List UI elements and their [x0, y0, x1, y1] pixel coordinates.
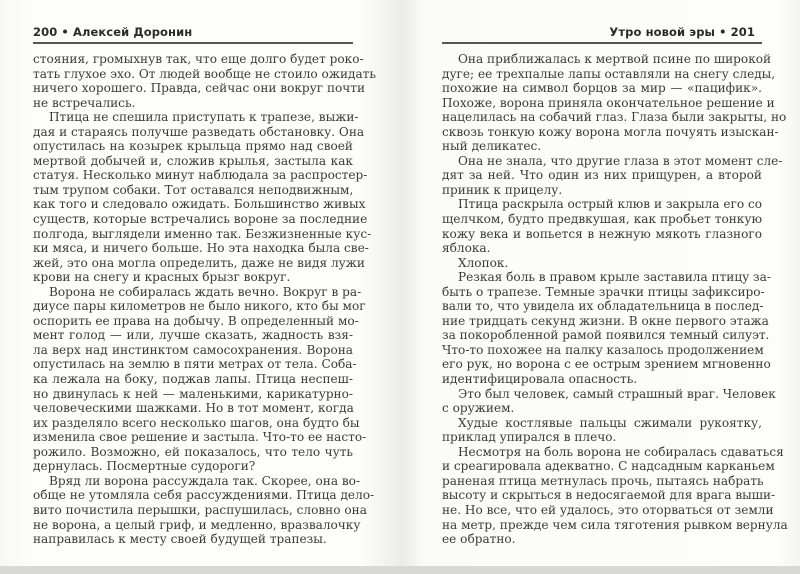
text-line: жей, это она могла определить, даже не видя лужи — [33, 255, 365, 270]
text-line: ка лежала на боку, поджав лапы. Птица неспеш- — [33, 372, 353, 387]
text-line: Худые костлявые пальцы сжимали рукоятку, — [458, 415, 762, 430]
text-line: похожие на символ борцов за мир — «пацифик». — [442, 81, 762, 96]
text-line: приклад упирался в плечо. — [442, 430, 617, 445]
text-line: ние тридцать секунд жизни. В окне первого этажа — [442, 313, 769, 328]
text-line: их разделяло всего несколько шагов, она будто бы — [33, 415, 360, 430]
text-line: за покоробленной рамой появился темный силуэт. — [442, 328, 770, 343]
text-line: рожило. Возможно, ей показалось, что тело чуть — [33, 444, 353, 459]
text-line: Похоже, ворона приняла окончательное решение и — [442, 95, 775, 110]
text-line: высоту и скрыться в недосягаемой для врага выши- — [442, 488, 776, 503]
text-line: быть о трапезе. Темные зрачки птицы зафиксиро- — [442, 284, 765, 299]
text-line: Вряд ли ворона рассуждала так. Скорее, она во- — [49, 473, 361, 488]
page-bottom-edge — [0, 566, 800, 574]
text-line: стояния, громыхнув так, что еще долго будет роко- — [33, 52, 364, 66]
text-line: раненая птица метнулась прочь, пытаясь набрать — [442, 473, 764, 488]
text-line: ничего хорошего. Правда, сейчас они вокруг почти — [33, 81, 366, 96]
text-line: не ворона, а целый гриф, и медленно, вразвалочку — [33, 517, 361, 532]
text-line: ный деликатес. — [442, 139, 542, 154]
text-line: тым трупом собаки. Тот оставался неподвижным, — [33, 182, 354, 197]
text-line: обще не утомляла себя рассуждениями. Птица дело- — [33, 488, 375, 503]
text-line: крови на снегу и красных брызг вокруг. — [33, 270, 291, 285]
left-header-rule — [33, 42, 353, 44]
text-line: Резкая боль в правом крыле заставила птицу за- — [458, 270, 771, 285]
text-line: Она не знала, что другие глаза в этот момент сле- — [458, 153, 783, 168]
text-line: тать глухое эхо. От людей вообще не стоило ожидать — [33, 66, 376, 81]
text-line: приник к прицелу. — [442, 182, 563, 197]
text-line: щелчком, будто предвкушая, как пробьет тонкую — [442, 212, 762, 227]
text-line: на метр, прежде чем сила тяготения рывком вернула — [442, 517, 788, 532]
right-page — [400, 0, 800, 566]
text-line: Хлопок. — [458, 255, 509, 270]
text-line: сквозь тонкую кожу ворона могла почуять изыскан- — [442, 124, 779, 139]
text-line: ее обратно. — [442, 532, 516, 547]
text-line: с оружием. — [442, 401, 515, 416]
right-header-rule — [442, 42, 762, 44]
text-line: не встречались. — [33, 95, 136, 110]
text-line: но двинулась к ней — маленькими, карикатурно- — [33, 386, 353, 401]
text-line: дуге; ее трехпалые лапы оставляли на снегу следы, — [442, 66, 776, 81]
text-line: оспорить ее права на добычу. В определенный мо- — [33, 313, 359, 328]
text-line: статуя. Несколько минут наблюдала за распростер- — [33, 168, 368, 183]
text-line: полгода, выглядели именно так. Безжизненные кус- — [33, 226, 372, 241]
text-line: Птица раскрыла острый клюв и закрыла его со — [458, 197, 763, 212]
text-line: Птица не спешила приступать к трапезе, выжи- — [49, 110, 359, 125]
text-line: человеческими шажками. Но в тот момент, когда — [33, 401, 354, 416]
right-running-head: Утро новой эры • 201 — [609, 25, 755, 39]
left-running-head: 200 • Алексей Доронин — [33, 25, 193, 39]
left-page — [0, 0, 400, 566]
text-line: опустилась на землю в пяти метрах от тела. Соба- — [33, 357, 357, 372]
text-line: яблока. — [442, 241, 491, 256]
text-line: его рук, но ворона с ее острым зрением мгновенно — [442, 357, 771, 372]
text-line: Ворона не собиралась ждать вечно. Вокруг в ра- — [49, 284, 362, 299]
text-line: нацелилась на собачий глаз. Глаза были закрыты, но — [442, 110, 787, 125]
text-line: дернулась. Посмертные судороги? — [33, 459, 256, 474]
text-line: опустилась на козырек крыльца прямо над своей — [33, 139, 353, 154]
text-line: идентифицировала опасность. — [442, 372, 638, 387]
text-line: Это был человек, самый страшный враг. Человек — [458, 386, 776, 401]
text-line: ла верх над инстинктом самосохранения. Ворона — [33, 342, 353, 357]
text-line: как того и следовало ожидать. Большинство живых — [33, 197, 366, 212]
text-line: вито почистила перышки, распушилась, словно она — [33, 502, 367, 517]
text-line: мертвой добычей и, сложив крылья, застыла как — [33, 153, 353, 168]
text-line: дая и стараясь получше разведать обстановку. Она — [33, 124, 365, 139]
text-line: существ, которые встречались вороне за последние — [33, 212, 368, 227]
left-page-body-text — [33, 52, 376, 547]
text-line: Что-то похожее на палку казалось продолжением — [442, 342, 764, 357]
text-line: диусе пары километров не было никого, кто бы мог — [33, 299, 366, 314]
text-line: ки мяса, и ничего больше. Но эта находка была све- — [33, 241, 369, 256]
text-line: кожу века и вопьется в нежную мякоть глазного — [442, 226, 762, 241]
text-line: не. Но все, что ей удалось, это оторваться от земли — [442, 502, 774, 517]
right-page-body-text — [442, 52, 788, 547]
text-line: направилась к месту своей будущей трапезы. — [33, 532, 327, 547]
text-line: и среагировала адекватно. С надсадным карканьем — [442, 459, 775, 474]
text-line: Она приближалась к мертвой псине по широкой — [458, 52, 772, 66]
text-line: Несмотря на боль ворона не собиралась сдаваться — [458, 444, 784, 459]
text-line: дят за ней. Что один из них прищурен, а второй — [442, 168, 762, 183]
text-line: изменила свое решение и застыла. Что-то ее насто- — [33, 430, 367, 445]
text-line: вали то, что увидела их обладательница в послед- — [442, 299, 764, 314]
text-line: мент голод — или, лучше сказать, жадность взя- — [33, 328, 353, 343]
